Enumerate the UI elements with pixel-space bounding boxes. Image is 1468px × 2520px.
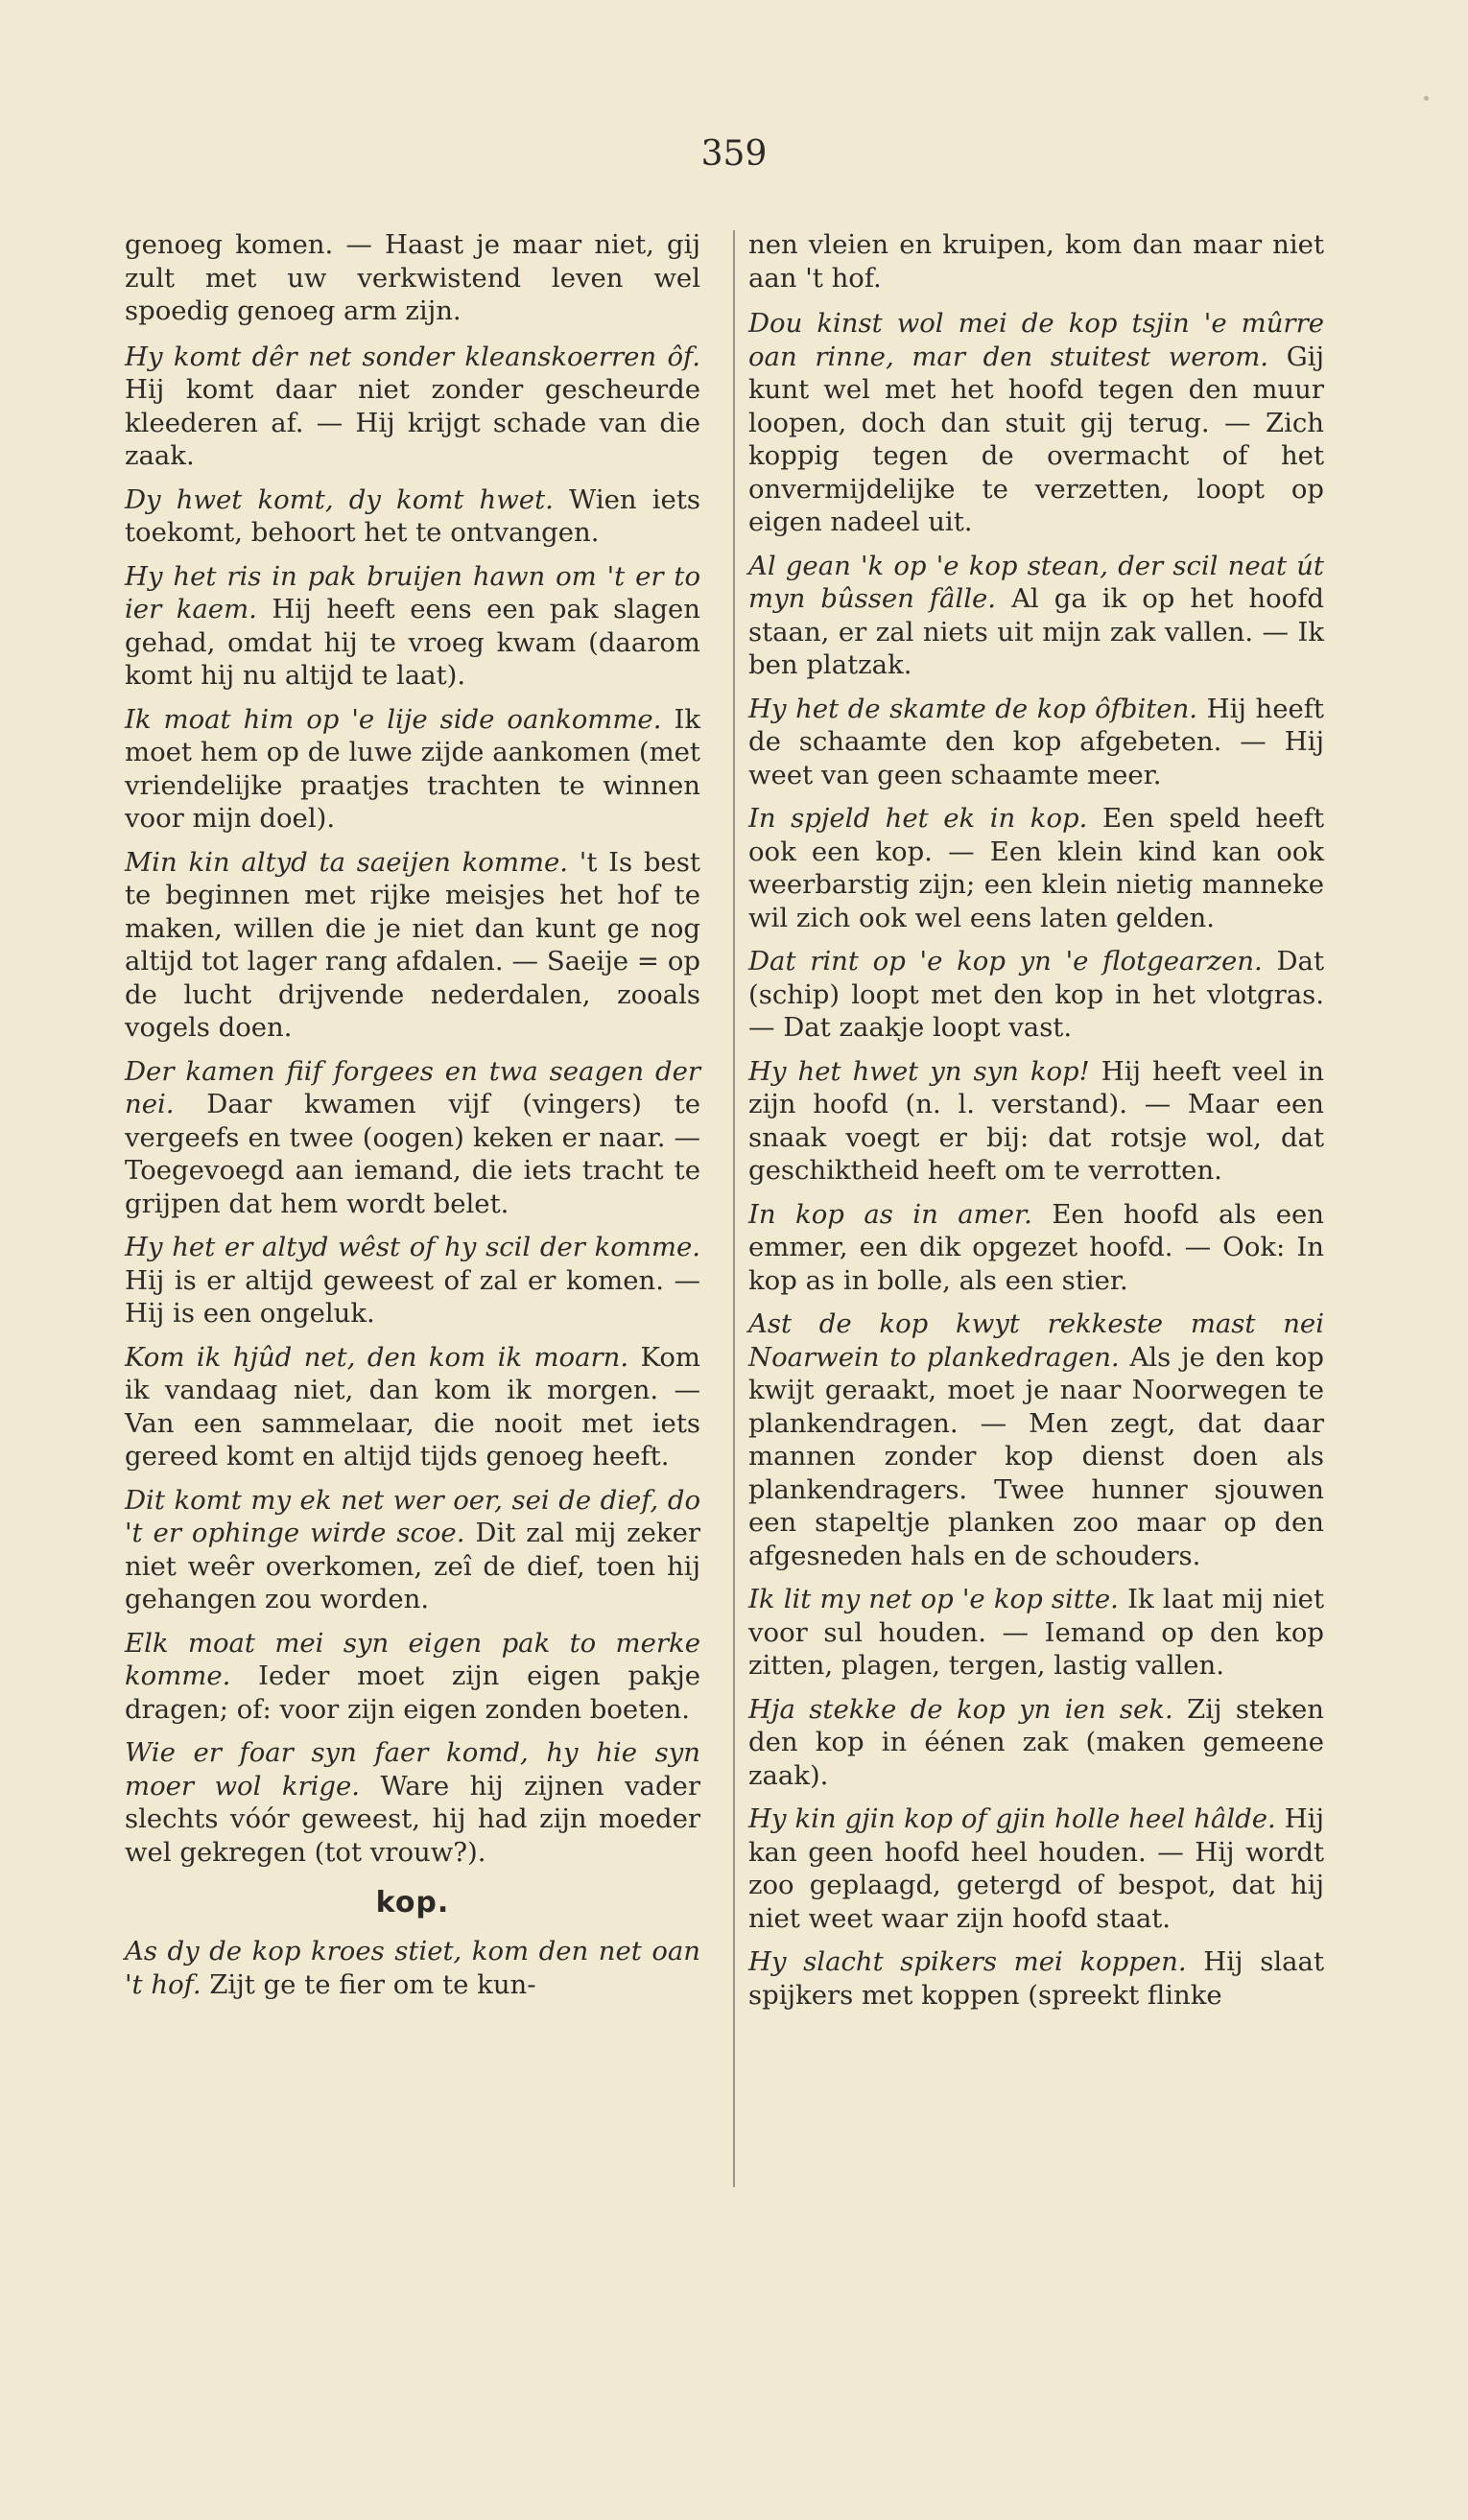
entry xyxy=(748,550,1324,682)
frisian-phrase: Hy het er altyd wêst of hy scil der komme. xyxy=(125,1232,700,1262)
entry xyxy=(748,1198,1324,1298)
frisian-phrase: Hy het de skamte de kop ôfbiten. xyxy=(748,693,1198,724)
entry xyxy=(125,483,700,550)
frisian-phrase: Hy kin gjin kop of gjin holle heel hâlde. xyxy=(748,1803,1276,1834)
entry xyxy=(125,560,700,693)
left-entries xyxy=(125,228,700,1869)
frisian-phrase: Kom ik hjûd net, den kom ik moarn. xyxy=(125,1341,629,1373)
entry xyxy=(125,1484,700,1616)
dutch-explanation: Ik moet hem op de luwe zijde aankomen (met vriendelijke praatjes trachten te winnen voor mijn doel). xyxy=(125,703,700,834)
entry xyxy=(748,802,1324,934)
entry xyxy=(125,1231,700,1331)
frisian-phrase: Ik lit my net op 'e kop sitte. xyxy=(748,1584,1119,1614)
dutch-explanation: Zij steken den kop in éénen zak (maken gemeene zaak). xyxy=(748,1693,1324,1791)
dutch-explanation: Hij heeft de schaamte den kop afgebeten. — Hij weet van geen schaamte meer. xyxy=(748,693,1324,790)
dutch-explanation: Een speld heeft ook een kop. — Een klein kind kan ook weerbarstig zijn; een klein nietig manneke wil zich ook wel eens laten gelden. xyxy=(748,803,1325,933)
dutch-explanation: Hij kan geen hoofd heel houden. — Hij wordt zoo geplaagd, getergd of bespot, dat hij niet weet waar zijn hoofd staat. xyxy=(748,1803,1324,1934)
dutch-explanation: Kom ik vandaag niet, dan kom ik morgen. — Van een sammelaar, die nooit met iets gereed komt en altijd tijds genoeg heeft. xyxy=(125,1341,700,1472)
frisian-phrase: Hy slacht spikers mei koppen. xyxy=(748,1946,1187,1977)
entry xyxy=(125,341,700,473)
column-divider xyxy=(733,230,735,2187)
dutch-explanation: Ware hij zijnen vader slechts vóór geweest, hij had zijn moeder wel gekregen (tot vrouw?). xyxy=(125,1770,700,1868)
frisian-phrase: Ik moat him op 'e lije side oankomme. xyxy=(125,703,662,735)
dutch-explanation: Al ga ik op het hoofd staan, er zal niets uit mijn zak vallen. — Ik ben platzak. xyxy=(748,583,1325,680)
frisian-phrase: Dit komt my ek net wer oer, sei de dief, do 't er ophinge wirde scoe. xyxy=(125,1484,700,1548)
frisian-phrase: Dat rint op 'e kop yn 'e flotgearzen. xyxy=(748,946,1263,977)
frisian-phrase: Dy hwet komt, dy komt hwet. xyxy=(125,483,554,515)
entry xyxy=(748,945,1324,1045)
frisian-phrase: As dy de kop kroes stiet, kom den net oan 't hof. xyxy=(125,1936,700,2000)
paper-speck xyxy=(1424,96,1429,101)
frisian-phrase: Min kin altyd ta saeijen komme. xyxy=(125,846,569,878)
frisian-phrase: Dou kinst wol mei de kop tsjin 'e mûrre oan rinne, mar den stuitest werom. xyxy=(748,308,1324,372)
section-heading: kop. xyxy=(375,1886,450,1919)
left-after-heading-entries xyxy=(125,1935,700,2001)
entry xyxy=(125,1055,700,1221)
frisian-phrase: Hja stekke de kop yn ien sek. xyxy=(748,1693,1173,1725)
entry xyxy=(748,1802,1324,1935)
dutch-explanation: Ik laat mij niet voor sul houden. — Iemand op den kop zitten, plagen, tergen, lastig vallen. xyxy=(748,1584,1324,1681)
dutch-explanation: Hij heeft veel in zijn hoofd (n. l. verstand). — Maar een snaak voegt er bij: dat rotsje wol, dat geschiktheid heeft om te verrotten. xyxy=(748,1055,1324,1186)
dutch-explanation: Dat (schip) loopt met den kop in het vlotgras. — Dat zaakje loopt vast. xyxy=(748,946,1324,1043)
dutch-explanation: Wien iets toekomt, behoort het te ontvangen. xyxy=(125,483,700,548)
dutch-explanation: Hij heeft eens een pak slagen gehad, omdat hij te vroeg kwam (daarom komt hij nu altijd te laat). xyxy=(125,594,700,691)
dutch-explanation: Als je den kop kwijt geraakt, moet je naar Noorwegen te plankendragen. — Men zegt, dat daar mannen zonder kop dienst doen als plankendragers. Twee hunner sjouwen een stapeltje planken zoo maar op den afgesneden hals en de schouders. xyxy=(748,1341,1324,1571)
entry xyxy=(125,228,700,328)
frisian-phrase: Wie er foar syn faer komd, hy hie syn moer wol krige. xyxy=(125,1737,700,1802)
frisian-phrase: Hy komt dêr net sonder kleanskoerren ôf. xyxy=(125,341,700,372)
frisian-phrase: Der kamen fiif forgees en twa seagen der nei. xyxy=(125,1055,700,1119)
dutch-explanation: Dit zal mij zeker niet weêr overkomen, zeî de dief, toen hij gehangen zou worden. xyxy=(125,1518,700,1614)
frisian-phrase: Ast de kop kwyt rekkeste mast nei Noarwein to plankedragen. xyxy=(748,1308,1324,1373)
entry xyxy=(125,1341,700,1473)
entry xyxy=(125,1935,700,2001)
entry xyxy=(748,1307,1324,1572)
dutch-explanation: Gij kunt wel met het hoofd tegen den muur loopen, doch dan stuit gij terug. — Zich koppig tegen de overmacht of het onvermijdelijke te verzetten, loopt op eigen nadeel uit. xyxy=(748,341,1325,537)
dutch-explanation: genoeg komen. — Haast je maar niet, gij zult met uw verkwistend leven wel spoedig genoeg arm zijn. xyxy=(125,229,700,326)
frisian-phrase: Elk moat mei syn eigen pak to merke komme. xyxy=(125,1627,700,1691)
right-entries xyxy=(748,228,1324,2012)
entry xyxy=(748,693,1324,792)
dutch-explanation: Een hoofd als een emmer, een dik opgezet hoofd. — Ook: In kop as in bolle, als een stier. xyxy=(748,1198,1324,1296)
dutch-explanation: Ieder moet zijn eigen pakje dragen; of: voor zijn eigen zonden boeten. xyxy=(125,1660,701,1725)
dutch-explanation: Hij slaat spijkers met koppen (spreekt flinke xyxy=(748,1946,1324,2011)
frisian-phrase: Hy het ris in pak bruijen hawn om 't er to ier kaem. xyxy=(125,560,700,624)
entry xyxy=(125,846,700,1045)
entry xyxy=(748,307,1324,539)
frisian-phrase: In kop as in amer. xyxy=(748,1198,1032,1230)
page-number: 359 xyxy=(700,134,768,174)
entry xyxy=(125,1627,700,1727)
dutch-explanation: Hij is er altijd geweest of zal er komen. — Hij is een ongeluk. xyxy=(125,1264,700,1329)
left-column xyxy=(125,228,700,2012)
entry xyxy=(748,1693,1324,1793)
dutch-explanation: nen vleien en kruipen, kom dan maar niet aan 't hof. xyxy=(748,229,1324,294)
entry xyxy=(125,703,700,836)
dutch-explanation: Daar kwamen vijf (vingers) te vergeefs en twee (oogen) keken er naar. — Toegevoegd aan iemand, die iets tracht te grijpen dat hem wordt belet. xyxy=(125,1089,700,1219)
dutch-explanation: Hij komt daar niet zonder gescheurde kleederen af. — Hij krijgt schade van die zaak. xyxy=(125,374,700,471)
entry xyxy=(125,1736,700,1869)
frisian-phrase: Hy het hwet yn syn kop! xyxy=(748,1055,1090,1087)
entry xyxy=(748,1583,1324,1683)
dutch-explanation: 't Is best te beginnen met rijke meisjes het hof te maken, willen die je niet dan kunt ge nog altijd tot lager rang afdalen. — Saeije = op de lucht drijvende nederdalen, zooals vogels doen. xyxy=(125,846,700,1043)
entry xyxy=(748,1945,1324,2012)
right-column xyxy=(748,228,1324,2022)
frisian-phrase: In spjeld het ek in kop. xyxy=(748,803,1088,834)
dutch-explanation: Zijt ge te fier om te kun- xyxy=(209,1968,536,2000)
frisian-phrase: Al gean 'k op 'e kop stean, der scil neat út myn bûssen fâlle. xyxy=(748,550,1324,614)
entry xyxy=(748,228,1324,294)
entry xyxy=(748,1055,1324,1188)
